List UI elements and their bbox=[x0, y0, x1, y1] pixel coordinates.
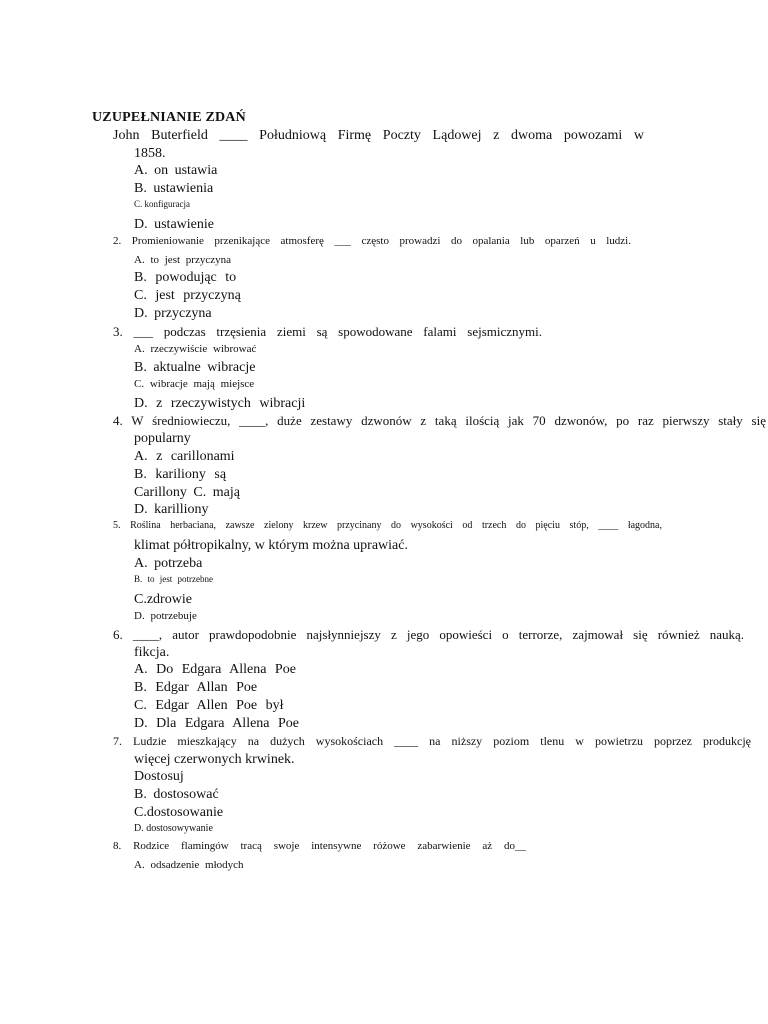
question-4-option-a: A. z carillonami bbox=[134, 449, 235, 464]
question-2-option-b: B. powodując to bbox=[134, 270, 237, 285]
question-6-option-a: A. Do Edgara Allena Poe bbox=[134, 662, 296, 677]
question-5-option-b: B. to jest potrzebne bbox=[134, 574, 213, 584]
question-3-option-a: A. rzeczywiście wibrować bbox=[134, 343, 257, 355]
question-7-text: 7. Ludzie mieszkający na dużych wysokościach ____ na niższy poziom tlenu w powietrzu poprzez produkcję bbox=[113, 734, 751, 748]
question-8-option-a: A. odsadzenie młodych bbox=[134, 859, 244, 871]
question-1-option-b: B. ustawienia bbox=[134, 181, 214, 196]
question-2-option-a: A. to jest przyczyna bbox=[134, 254, 231, 266]
question-1-text: John Buterfield ____ Południową Firmę Poczty Lądowej z dwoma powozami w bbox=[113, 128, 644, 143]
question-5-text: 5. Roślina herbaciana, zawsze zielony krzew przycinany do wysokości od trzech do pięciu stóp, ____ łagodna, bbox=[113, 520, 662, 531]
section-heading: UZUPEŁNIANIE ZDAŃ bbox=[92, 110, 246, 125]
question-6-option-c: C. Edgar Allen Poe był bbox=[134, 698, 284, 713]
question-1-text-cont: 1858. bbox=[134, 146, 166, 161]
question-6-option-b: B. Edgar Allan Poe bbox=[134, 680, 258, 695]
question-7-option-b: B. dostosować bbox=[134, 787, 219, 802]
question-5-option-d: D. potrzebuje bbox=[134, 610, 197, 622]
question-5-option-a: A. potrzeba bbox=[134, 556, 203, 571]
question-8-text: 8. Rodzice flamingów tracą swoje intensywne różowe zabarwienie aż do__ bbox=[113, 840, 526, 852]
question-1-option-d: D. ustawienie bbox=[134, 217, 214, 232]
question-5-text-cont: klimat półtropikalny, w którym można uprawiać. bbox=[134, 538, 408, 553]
question-1-option-c: C. konfiguracja bbox=[134, 199, 190, 209]
question-1-option-a: A. on ustawia bbox=[134, 163, 218, 178]
question-4-text: 4. W średniowieczu, ____, duże zestawy dzwonów z taką ilością jak 70 dzwonów, po raz pierwszy stały się bbox=[113, 413, 766, 428]
question-5-option-c: C.zdrowie bbox=[134, 592, 192, 607]
question-2-option-c: C. jest przyczyną bbox=[134, 288, 241, 303]
question-6-text-cont: fikcja. bbox=[134, 645, 170, 660]
question-7-option-c: C.dostosowanie bbox=[134, 805, 224, 820]
question-7-text-cont: więcej czerwonych krwinek. bbox=[134, 752, 295, 767]
question-3-option-c: C. wibracje mają miejsce bbox=[134, 378, 255, 390]
question-2-option-d: D. przyczyna bbox=[134, 306, 212, 321]
question-3-text: 3. ___ podczas trzęsienia ziemi są spowodowane falami sejsmicznymi. bbox=[113, 324, 542, 339]
question-4-option-b: B. kariliony są bbox=[134, 467, 227, 482]
question-3-option-b: B. aktualne wibracje bbox=[134, 360, 256, 375]
question-6-text: 6. ____, autor prawdopodobnie najsłynniejszy z jego opowieści o terrorze, zajmował się również nauką. bbox=[113, 627, 744, 642]
question-7-option-d: D. dostosowywanie bbox=[134, 823, 213, 834]
question-3-option-d: D. z rzeczywistych wibracji bbox=[134, 396, 306, 411]
question-4-option-c: Carillony C. mają bbox=[134, 485, 240, 500]
question-4-text-cont: popularny bbox=[134, 431, 191, 446]
question-7-option-a: Dostosuj bbox=[134, 769, 184, 784]
question-4-option-d: D. karilliony bbox=[134, 502, 209, 517]
question-2-text: 2. Promieniowanie przenikające atmosferę ___ często prowadzi do opalania lub oparzeń u ludzi. bbox=[113, 235, 631, 247]
question-6-option-d: D. Dla Edgara Allena Poe bbox=[134, 716, 300, 731]
